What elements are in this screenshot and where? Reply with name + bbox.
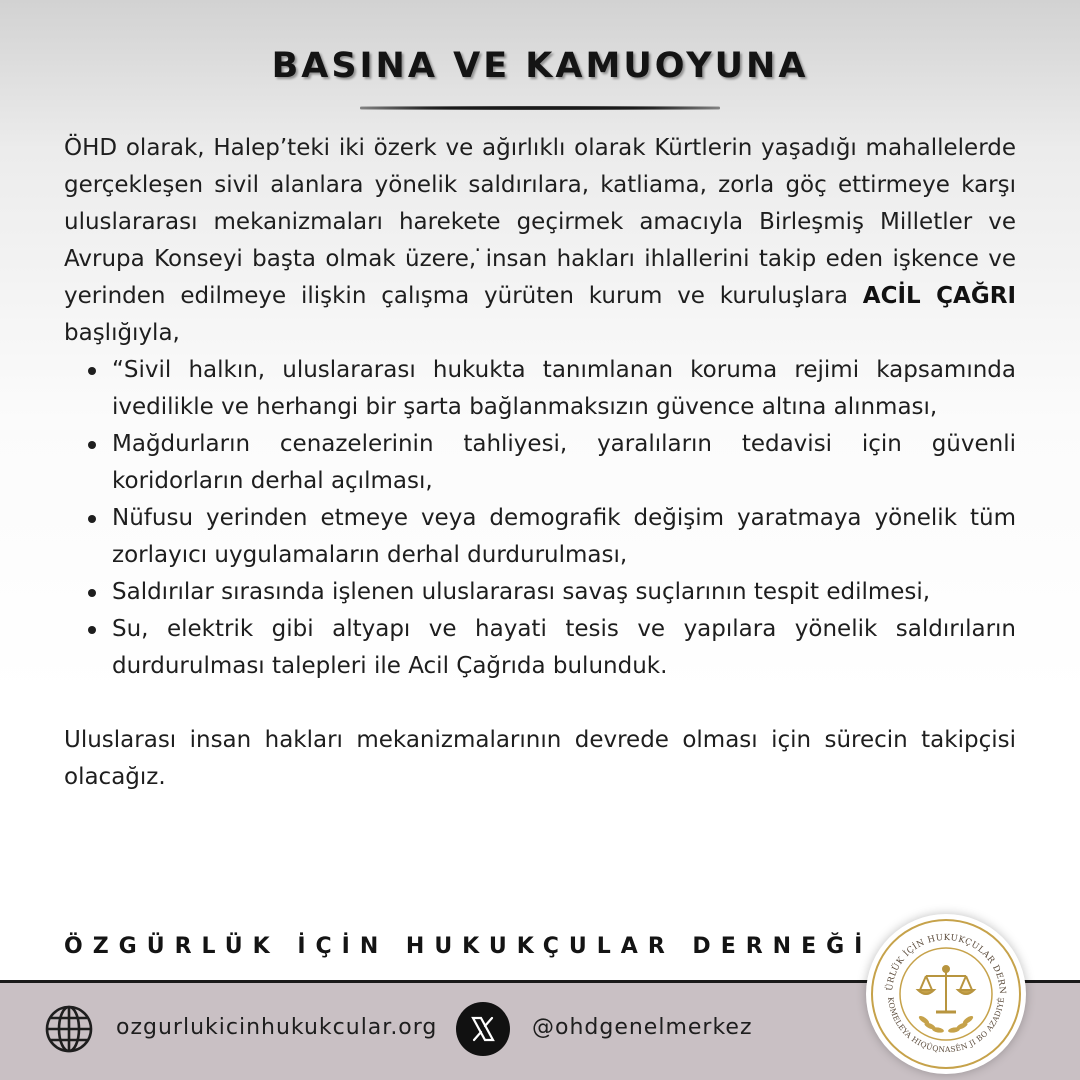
list-item: Mağdurların cenazelerinin tahliyesi, yaralıların tedavisi için güvenli koridorların derhal açılması,	[64, 426, 1016, 500]
list-item: “Sivil halkın, uluslararası hukukta tanımlanan koruma rejimi kapsamında ivedilikle ve herhangi bir şarta bağlanmaksızın güvence altına alınması,	[64, 352, 1016, 426]
website-link[interactable]: ozgurlukicinhukukcular.org	[116, 1015, 438, 1040]
intro-paragraph	[64, 130, 1016, 352]
svg-text:KOMELEYA HIQÛQNASÊN JI BO AZAD: KOMELEYA HIQÛQNASÊN JI BO AZADIYÊ	[886, 996, 1006, 1055]
x-logo-icon[interactable]	[456, 1002, 510, 1056]
list-item: Nüfusu yerinden etmeye veya demografik değişim yaratmaya yönelik tüm zorlayıcı uygulamaların derhal durdurulması,	[64, 500, 1016, 574]
page-title: BASINA VE KAMUOYUNA	[271, 46, 809, 86]
demands-list	[64, 352, 1016, 685]
intro-text-end: başlığıyla,	[64, 320, 180, 346]
svg-text:ÖZGÜRLÜK İÇİN HUKUKÇULAR DERNE: ÜRLÜK İÇİN HUKUKÇULAR DERN	[884, 932, 1008, 995]
association-seal	[866, 914, 1026, 1074]
seal-logo	[866, 914, 1026, 1074]
intro-text: ÖHD olarak, Halep’teki iki özerk ve ağırlıklı olarak Kürtlerin yaşadığı mahallelerde gerçekleşen sivil alanlara yönelik saldırılara, katliama, zorla göç ettirmeye karşı uluslararası mekanizmaları harekete geçirmek amacıyla Birleşmiş Milletler ve Avrupa Konseyi başta olmak üzere, ̇insan hakları ihlallerini takip eden işkence ve yerinden edilmeye ilişkin çalışma yürüten kurum ve kuruluşlara	[64, 135, 1016, 309]
closing-paragraph: Uluslarası insan hakları mekanizmalarının devrede olması için sürecin takipçisi olacağız.	[64, 727, 1016, 790]
title-divider	[360, 106, 720, 110]
list-item: Saldırılar sırasında işlenen uluslararası savaş suçlarının tespit edilmesi,	[64, 574, 1016, 611]
globe-icon[interactable]	[44, 1004, 94, 1054]
list-item: Su, elektrik gibi altyapı ve hayati tesis ve yapılara yönelik saldırıların durdurulması talepleri ile Acil Çağrıda bulunduk.	[64, 611, 1016, 685]
statement-body	[64, 130, 1016, 796]
social-handle[interactable]: @ohdgenelmerkez	[532, 1015, 753, 1040]
organization-signature: ÖZGÜRLÜK İÇİN HUKUKÇULAR DERNEĞİ	[64, 934, 873, 959]
urgent-call-emphasis: ACİL ÇAĞRI	[862, 283, 1016, 309]
